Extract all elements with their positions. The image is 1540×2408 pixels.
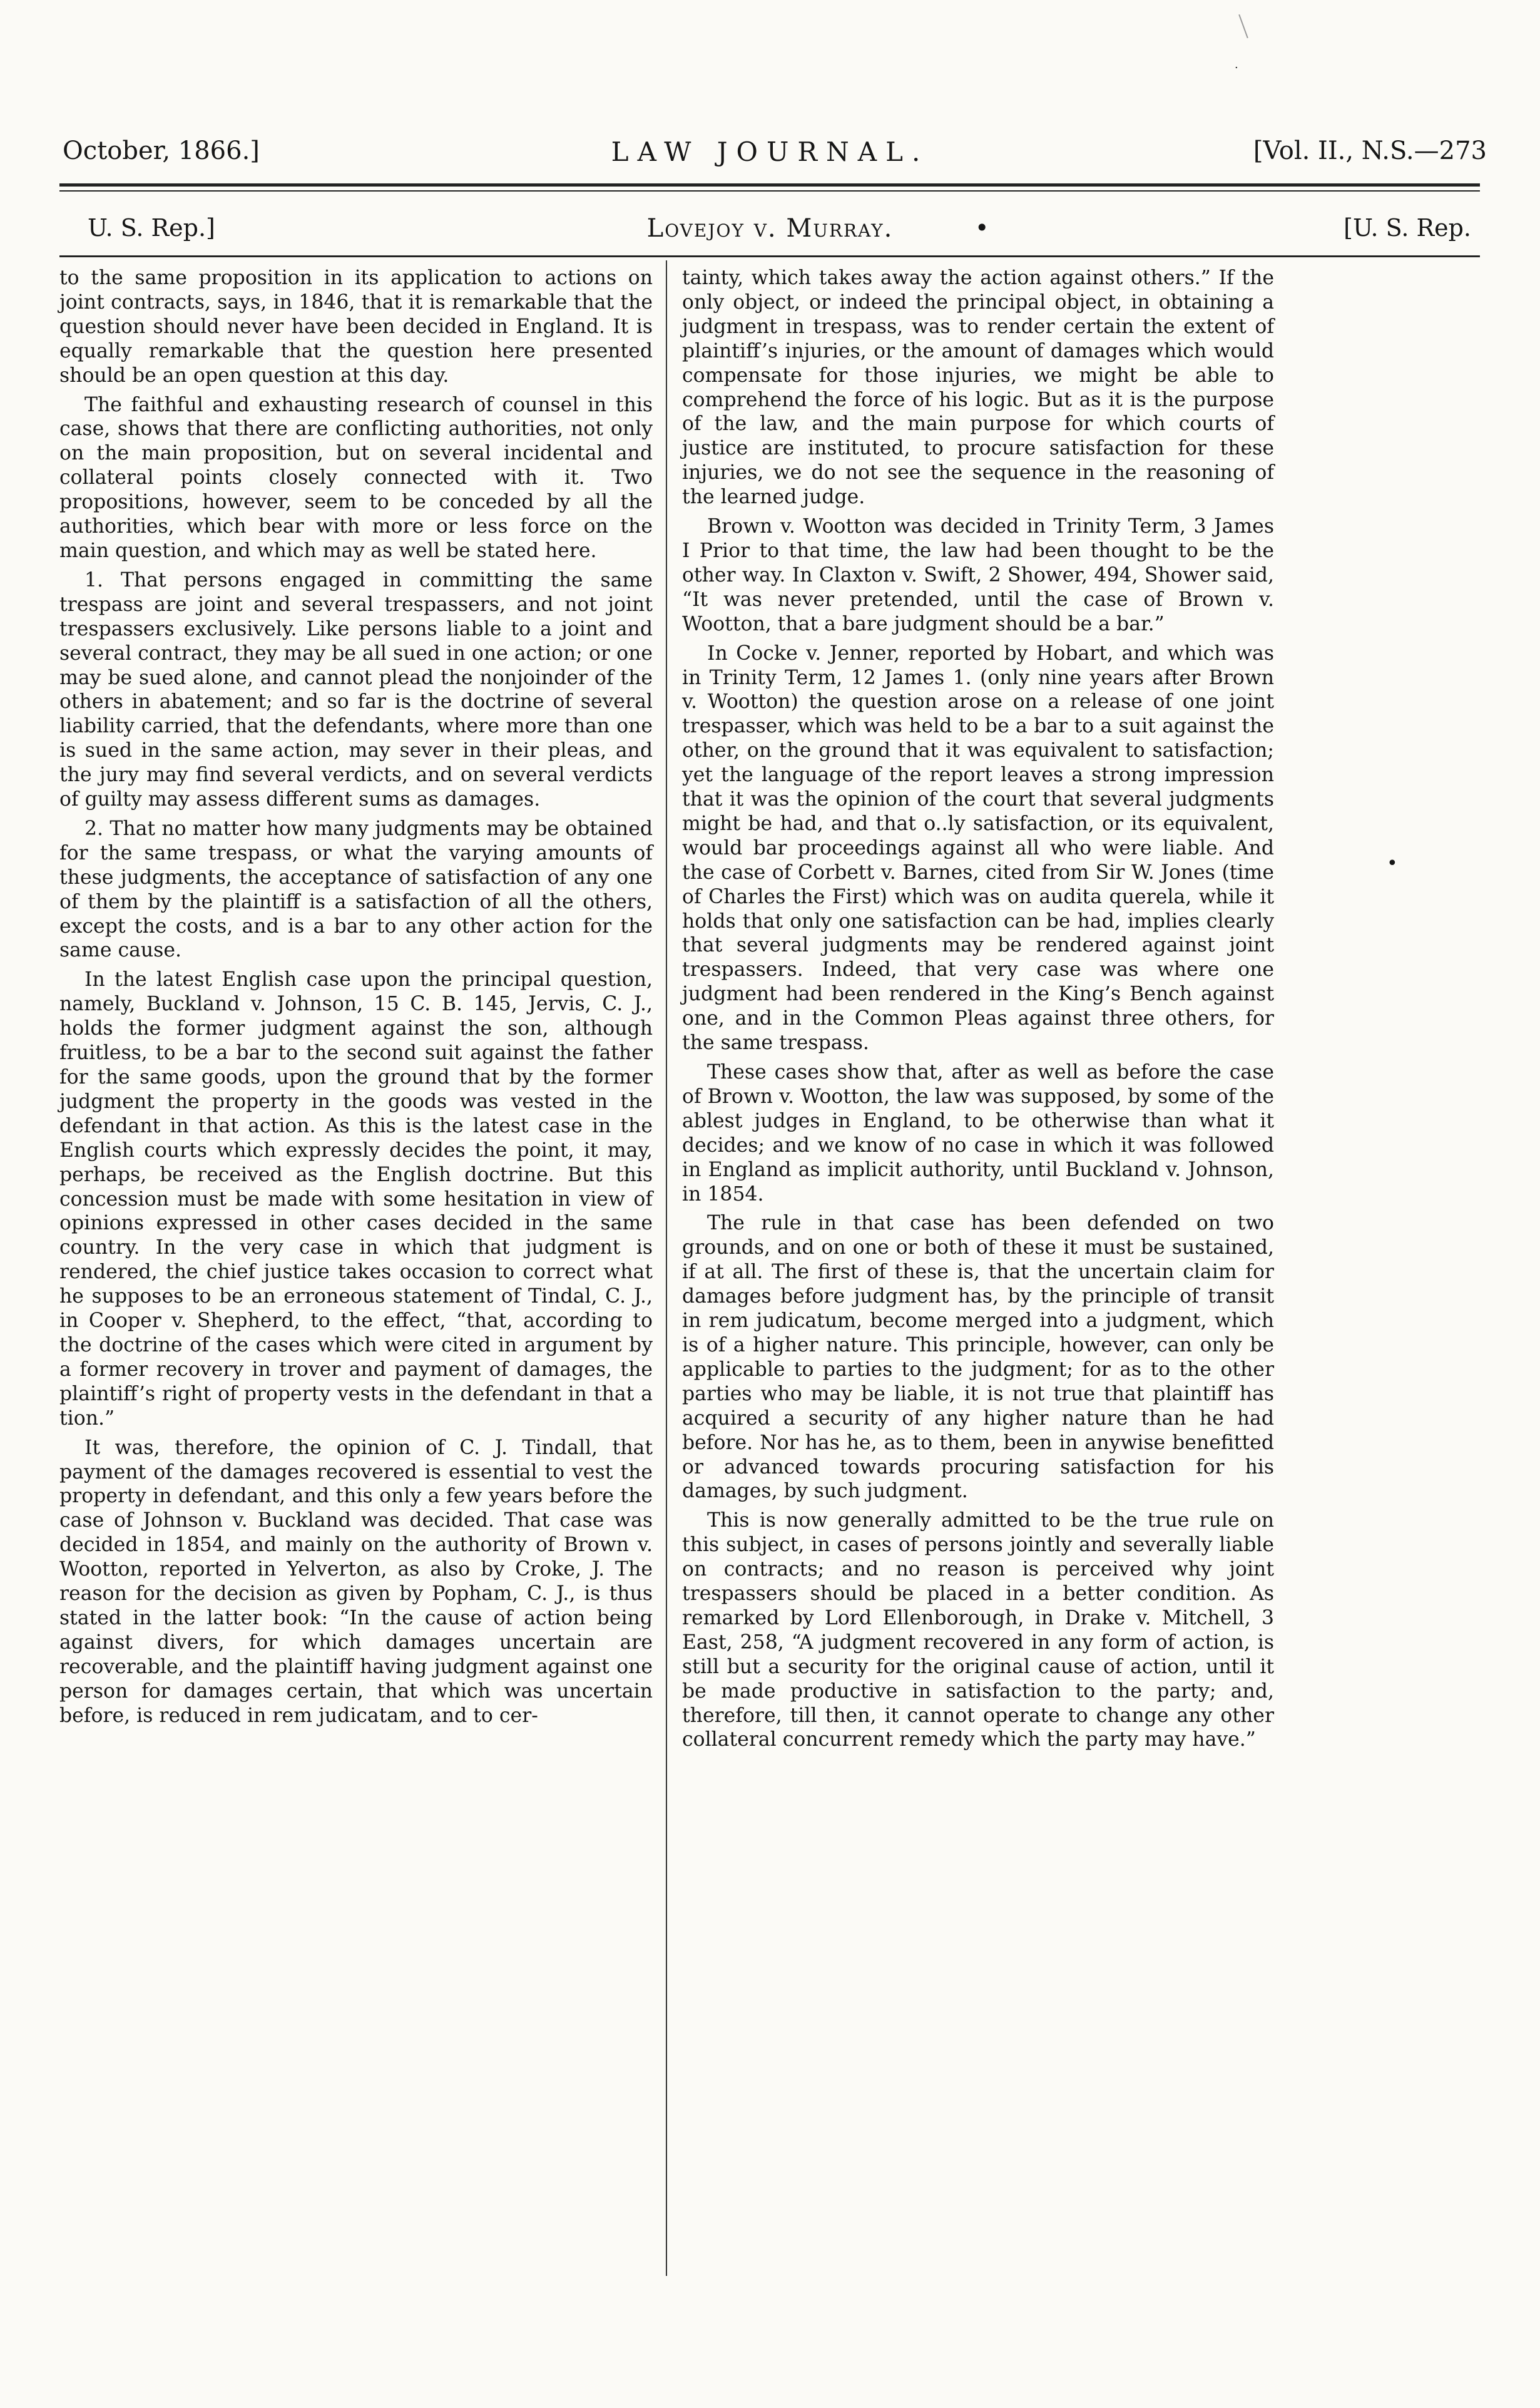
paragraph: This is now generally admitted to be the true rule on this subject, in cases of persons jointly and severally liable on contracts; and no reason is perceived why joint trespassers should be placed in a better condition. As remarked by Lord Ellenborough, in Drake v. Mitchell, 3 East, 258, “A judgment recovered in any form of action, is still but a security for the original cause of action, until it be made productive in satisfaction to the party; and, therefore, till then, it cannot operate to change any other collateral concurrent remedy which the party may have.” [682, 1509, 1274, 1751]
paragraph: It was, therefore, the opinion of C. J. Tindall, that payment of the damages recovered is essential to vest the property in defendant, and this only a few years before the case of Johnson v. Buckland was decided. That case was decided in 1854, and mainly on the authority of Brown v. Wootton, reported in Yelverton, as also by Croke, J. The reason for the decision as given by Popham, C. J., is thus stated in the latter book: “In the cause of action being against divers, for which damages uncertain are recoverable, and the plaintiff having judgment against one person for damages certain, that which was uncertain before, is reduced in rem judicatam, and to cer- [59, 1436, 653, 1727]
paragraph: In the latest English case upon the principal question, namely, Buckland v. Johnson, 15 C. B. 145, Jervis, C. J., holds the former judgment against the son, although fruitless, to be a bar to the second suit against the father for the same goods, upon the ground that by the former judgment the property in the goods was vested in the defendant in that action. As this is the latest case in the English courts which expressly decides the point, it may, perhaps, be received as the English doctrine. But this concession must be made with some hesitation in view of opinions expressed in other cases decided in the same country. In the very case in which that judgment is rendered, the chief justice takes occasion to correct what he supposes to be an erroneous statement of Tindal, C. J., in Cooper v. Shepherd, to the effect, “that, according to the doctrine of the cases which were cited in argument by a former recovery in trover and payment of damages, the plaintiff’s right of property vests in the defendant in that a tion.” [59, 968, 653, 1430]
margin-dot: • [1387, 853, 1398, 874]
paragraph: tainty, which takes away the action against others.” If the only object, or indeed the principal object, in obtaining a judgment in trespass, was to render certain the extent of plaintiff’s injuries, or the amount of damages which would compensate for those injuries, we might be able to comprehend the force of his logic. But as it is the purpose of the law, and the main purpose for which courts of justice are instituted, to procure satisfaction for these injuries, we do not see the sequence in the reasoning of the learned judge. [682, 267, 1274, 509]
paragraph: 1. That persons engaged in committing the same trespass are joint and several trespassers, and not joint trespassers exclusively. Like persons liable to a joint and several contract, they may be all sued in one action; or one may be sued alone, and cannot plead the nonjoinder of the others in abatement; and so far is the doctrine of several liability carried, that the defendants, where more than one is sued in the same action, may sever in their pleas, and the jury may find several verdicts, and on several verdicts of guilty may assess different sums as damages. [59, 568, 653, 811]
left-column [59, 266, 653, 1733]
header-dot: • [975, 214, 989, 242]
case-header [0, 214, 1540, 258]
paragraph: These cases show that, after as well as before the case of Brown v. Wootton, the law was supposed, by some of the ablest judges in England, to be otherwise than what it decides; and we know of no case in which it was followed in England as implicit authority, until Buckland v. Johnson, in 1854. [682, 1061, 1274, 1206]
paragraph: In Cocke v. Jenner, reported by Hobart, and which was in Trinity Term, 12 James 1. (only nine years after Brown v. Wootton) the question arose on a release of one joint trespasser, which was held to be a bar to a suit against the other, on the ground that it was equivalent to satisfaction; yet the language of the report leaves a strong impression that it was the opinion of the court that several judgments might be had, and that o..ly satisfaction, or its equivalent, would bar proceedings against all who were liable. And the case of Corbett v. Barnes, cited from Sir W. Jones (time of Charles the First) which was on audita querela, while it holds that only one satisfaction can be had, implies clearly that several judgments may be rendered against joint trespassers. Indeed, that very case was where one judgment had been rendered in the King’s Bench against one, and in the Common Pleas against three others, for the same trespass. [682, 642, 1274, 1055]
paragraph: The rule in that case has been defended on two grounds, and on one or both of these it must be sustained, if at all. The first of these is, that the uncertain claim for damages before judgment has, by the principle of transit in rem judicatum, become merged into a judgment, which is of a higher nature. This principle, however, can only be applicable to parties to the judgment; for as to the other parties who may be liable, it is not true that plaintiff has acquired a security of any higher nature than he had before. Nor has he, as to them, been in anywise benefitted or advanced towards procuring satisfaction for his damages, by such judgment. [682, 1212, 1274, 1503]
header-rule-thick [59, 183, 1480, 187]
margin-tick-mark [1238, 14, 1248, 38]
reporter-right: [U. S. Rep. [1344, 214, 1471, 242]
page-speck: · [1235, 61, 1238, 74]
case-name: Lovejoy v. Murray. [646, 214, 894, 243]
column-divider [666, 260, 667, 2276]
paragraph: 2. That no matter how many judgments may be obtained for the same trespass, or what the varying amounts of these judgments, the acceptance of satisfaction of any one of them by the plaintiff is a satisfaction of all the others, except the costs, and is a bar to any other action for the same cause. [59, 817, 653, 962]
reporter-left: U. S. Rep.] [88, 214, 215, 242]
paragraph: The faithful and exhausting research of counsel in this case, shows that there are conflicting authorities, not only on the main proposition, but on several incidental and collateral points closely connected with it. Two propositions, however, seem to be conceded by all the authorities, which bear with more or less force on the main question, and which may as well be stated here. [59, 393, 653, 562]
paragraph: Brown v. Wootton was decided in Trinity Term, 3 James I Prior to that time, the law had been thought to be the other way. In Claxton v. Swift, 2 Shower, 494, Shower said, “It was never pretended, until the case of Brown v. Wootton, that a bare judgment should be a bar.” [682, 515, 1274, 635]
header-rule-thin [59, 190, 1480, 192]
journal-title: LAW JOURNAL. [611, 136, 929, 167]
right-column [682, 266, 1274, 1757]
volume-page: [Vol. II., N.S.—273 [1253, 136, 1487, 165]
subheader-rule [59, 255, 1480, 257]
paragraph: to the same proposition in its application to actions on joint contracts, says, in 1846, that it is remarkable that the question should never have been decided in England. It is equally remarkable that the question here presented should be an open question at this day. [59, 267, 653, 387]
issue-date: October, 1866.] [63, 136, 260, 165]
running-header [0, 136, 1540, 180]
